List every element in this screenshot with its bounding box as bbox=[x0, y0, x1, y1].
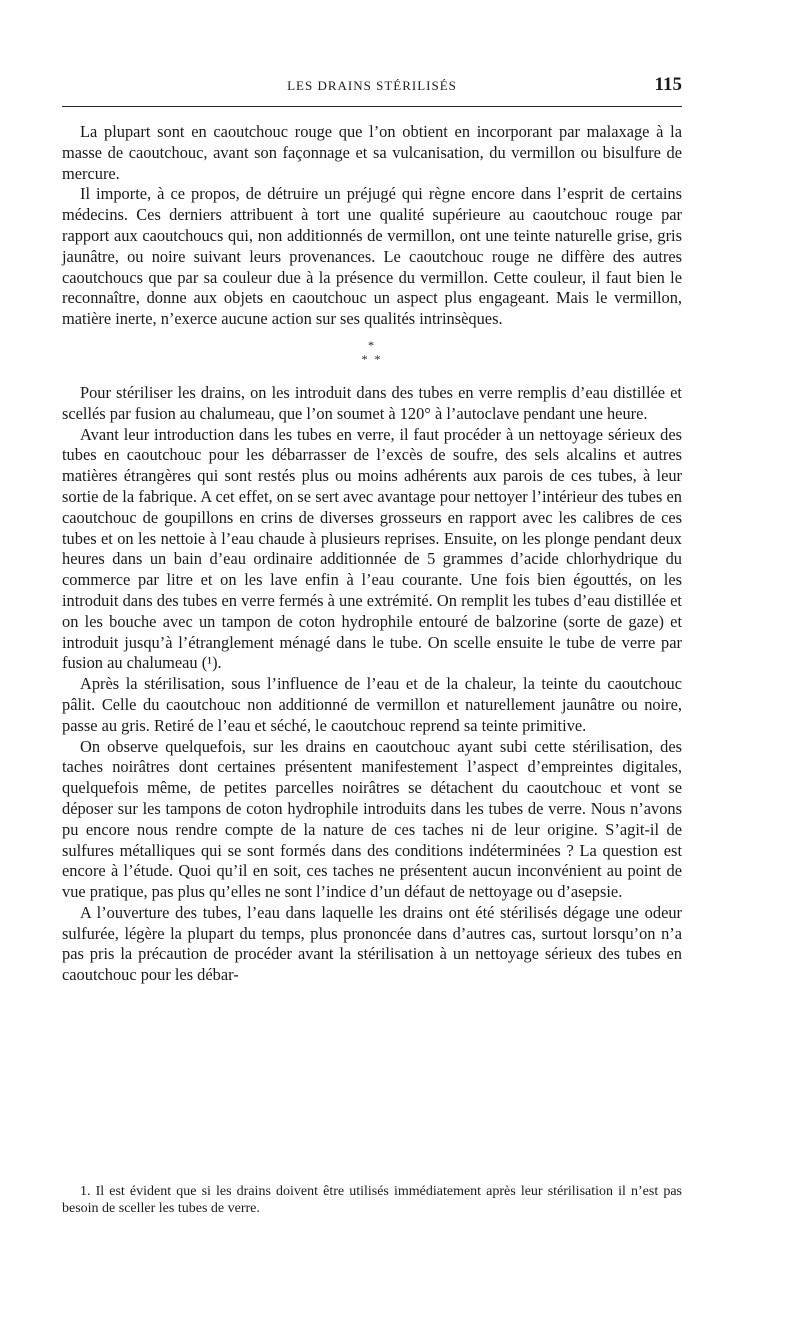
footnote-text: 1. Il est évident que si les drains doivent être utilisés immédiatement après leur stérilisation il n’est pas besoin de sceller les tubes de verre. bbox=[62, 1184, 682, 1216]
paragraph: Pour stériliser les drains, on les introduit dans des tubes en verre remplis d’eau distillée et scellés par fusion au chalumeau, que l’on soumet à 120° à l’autoclave pendant une heure. bbox=[62, 382, 682, 423]
section-separator bbox=[62, 338, 682, 366]
main-text bbox=[62, 122, 682, 986]
separator-bottom-stars: * * bbox=[361, 351, 383, 366]
paragraph: Il importe, à ce propos, de détruire un préjugé qui règne encore dans l’esprit de certains médecins. Ces derniers attribuent à tort une qualité supérieure au caoutchouc rouge par rapport aux caoutchoucs qui, non additionnés de vermillon, ont une teinte naturelle grise, gris jaunâtre, ou noire suivant leurs provenances. Le caoutchouc rouge ne diffère des autres caoutchoucs que par sa couleur due à la présence du vermillon. Cette couleur, il faut bien le reconnaître, donne aux objets en caoutchouc un aspect plus engageant. Mais le vermillon, matière inerte, n’exerce aucune action sur ses qualités intrinsèques. bbox=[62, 184, 682, 329]
paragraph: La plupart sont en caoutchouc rouge que l’on obtient en incorporant par malaxage à la masse de caoutchouc, avant son façonnage et sa vulcanisation, du vermillon ou bisulfure de mercure. bbox=[62, 122, 682, 183]
page-header bbox=[62, 74, 682, 98]
header-rule bbox=[62, 106, 682, 107]
running-title: LES DRAINS STÉRILISÉS bbox=[287, 78, 457, 93]
footnote bbox=[62, 1183, 682, 1217]
page-number: 115 bbox=[654, 74, 682, 95]
paragraph: Après la stérilisation, sous l’influence de l’eau et de la chaleur, la teinte du caoutchouc pâlit. Celle du caoutchouc non additionné de vermillon et naturellement jaunâtre ou noire, passe au gris. Retiré de l’eau et séché, le caoutchouc reprend sa teinte primitive. bbox=[62, 674, 682, 735]
separator-top-star: * bbox=[368, 337, 376, 352]
paragraph: A l’ouverture des tubes, l’eau dans laquelle les drains ont été stérilisés dégage une odeur sulfurée, légère la plupart du temps, plus prononcée dans d’autres cas, surtout lorsqu’on n’a pas pris la précaution de procéder avant la stérilisation à un nettoyage sérieux des tubes en caoutchouc pour les débar- bbox=[62, 902, 682, 985]
paragraph: On observe quelquefois, sur les drains en caoutchouc ayant subi cette stérilisation, des taches noirâtres dont certaines présentent manifestement l’aspect d’empreintes digitales, quelquefois même, de petites parcelles noirâtres se détachent du caoutchouc et vont se déposer sur les tampons de coton hydrophile introduits dans les tubes de verre. Nous n’avons pu encore nous rendre compte de la nature de ces taches ni de leur origine. S’agit-il de sulfures métalliques qui se sont formés dans des conditions indéterminées ? La question est encore à l’étude. Quoi qu’il en soit, ces taches ne présentent aucun inconvénient au point de vue pratique, pas plus qu’elles ne sont l’indice d’un défaut de nettoyage ou d’asepsie. bbox=[62, 736, 682, 902]
paragraph: Avant leur introduction dans les tubes en verre, il faut procéder à un nettoyage sérieux des tubes en caoutchouc pour les débarrasser de l’excès de soufre, des sels alcalins et autres matières étrangères qui sont restés plus ou moins adhérents aux parois de ces tubes, à leur sortie de la fabrique. A cet effet, on se sert avec avantage pour nettoyer l’intérieur des tubes en caoutchouc de goupillons en crins de diverses grosseurs en rapport avec les calibres de ces tubes et on les nettoie à l’eau chaude à plusieurs reprises. Ensuite, on les plonge pendant deux heures dans un bain d’eau ordinaire additionnée de 5 grammes d’acide chlorhydrique du commerce par litre et on les lave enfin à l’eau courante. Une fois bien égouttés, on les introduit dans des tubes en verre fermés à une extrémité. On remplit les tubes d’eau distillée et on les bouche avec un tampon de coton hydrophile entouré de balzorine (sorte de gaze) et introduit jusqu’à l’étranglement ménagé dans le tube. On scelle ensuite le tube de verre par fusion au chalumeau (¹). bbox=[62, 424, 682, 673]
